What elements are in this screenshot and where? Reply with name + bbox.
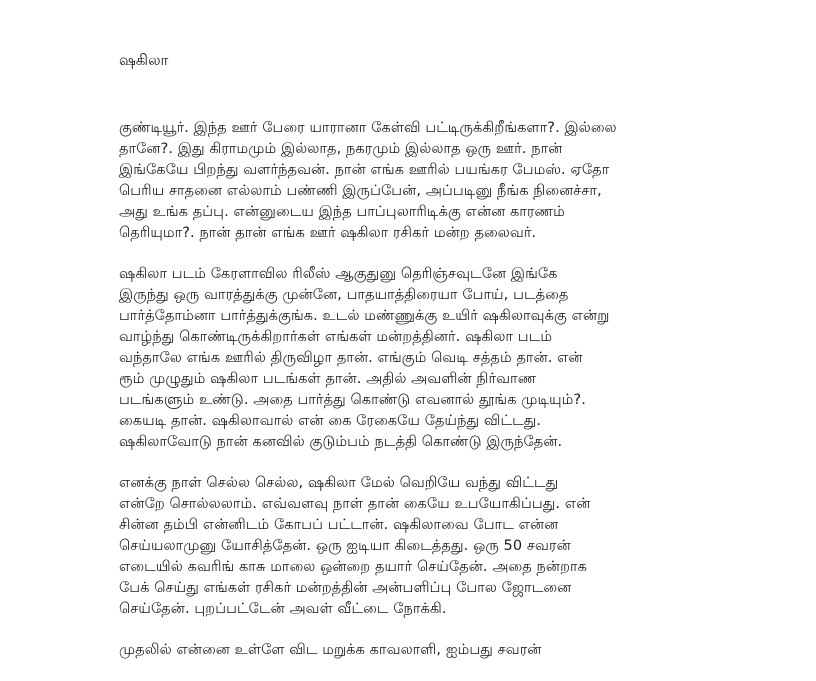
text-line: இங்கேயே பிறந்து வளர்ந்தவன். நான் எங்க ஊரில் பயங்கர பேமஸ். ஏதோ bbox=[119, 162, 610, 178]
text-line: தெரியுமா?. நான் தான் எங்க ஊர் ஷகிலா ரசிகர் மன்ற தலைவர். bbox=[119, 225, 537, 241]
text-line: குண்டியூர். இந்த ஊர் பேரை யாரானா கேள்வி பட்டிருக்கிறீங்களா?. இல்லை bbox=[119, 120, 617, 136]
paragraph-2 bbox=[119, 264, 719, 453]
text-line: ஷகிலா படம் கேரளாவில ரிலீஸ் ஆகுதுனு தெரிஞ்சவுடனே இங்கே bbox=[119, 266, 558, 282]
text-line: என்றே சொல்லலாம். எவ்வளவு நாள் தான் கையே உபயோகிப்பது. என் bbox=[119, 496, 591, 512]
text-line: பார்த்தோம்னா பார்த்துக்குங்க. உடல் மண்ணுக்கு உயிர் ஷகிலாவுக்கு என்று bbox=[119, 308, 610, 324]
text-line: முதலில் என்னை உள்ளே விட மறுக்க காவலாளி, ஐம்பது சவரன் bbox=[119, 642, 542, 658]
text-line: வாழ்ந்து கொண்டிருக்கிறார்கள் எங்கள் மன்றத்தினர். ஷகிலா படம் bbox=[119, 329, 553, 345]
text-line: பேக் செய்து எங்கள் ரசிகர் மன்றத்தின் அன்பளிப்பு போல ஜோடனை bbox=[119, 580, 572, 596]
text-line: அது உங்க தப்பு. என்னுடைய இந்த பாப்புலாரிடிக்கு என்ன காரணம் bbox=[119, 204, 565, 220]
text-line: சின்ன தம்பி என்னிடம் கோபப் பட்டான். ஷகிலாவை போட என்ன bbox=[119, 517, 559, 533]
text-line: ரூம் முழுதும் ஷகிலா படங்கள் தான். அதில் அவளின் நிர்வாண bbox=[119, 371, 537, 387]
text-line: பெரிய சாதனை எல்லாம் பண்ணி இருப்பேன், அப்படினு நீங்க நினைச்சா, bbox=[119, 183, 602, 199]
story-body bbox=[119, 118, 719, 681]
text-line: வந்தாலே எங்க ஊரில் திருவிழா தான். எங்கும் வெடி சத்தம் தான். என் bbox=[119, 350, 583, 366]
text-line: எடையில் கவரிங் காசு மாலை ஒன்றை தயார் செய்தேன். அதை நன்றாக bbox=[119, 559, 588, 575]
text-line: எனக்கு நாள் செல்ல செல்ல, ஷகிலா மேல் வெறியே வந்து விட்டது bbox=[119, 475, 559, 491]
text-line: தானே?. இது கிராமமும் இல்லாத, நகரமும் இல்லாத ஒரு ஊர். நான் bbox=[119, 141, 563, 157]
text-line: படங்களும் உண்டு. அதை பார்த்து கொண்டு எவனால் தூங்க முடியும்?. bbox=[119, 392, 586, 408]
paragraph-3 bbox=[119, 473, 719, 620]
text-line: செய்தேன். புறப்பட்டேன் அவள் வீட்டை நோக்கி. bbox=[119, 601, 447, 617]
text-line: கையடி தான். ஷகிலாவால் என் கை ரேகையே தேய்ந்து விட்டது. bbox=[119, 413, 542, 429]
paragraph-4 bbox=[119, 640, 719, 661]
paragraph-1 bbox=[119, 118, 719, 244]
text-line: செய்யலாமுனு யோசித்தேன். ஒரு ஐடியா கிடைத்தது. ஒரு 50 சவரன் bbox=[119, 538, 571, 554]
text-line: இருந்து ஒரு வாரத்துக்கு முன்னே, பாதயாத்திரையா போய், படத்தை bbox=[119, 287, 569, 303]
story-title: ஷகிலா bbox=[119, 51, 169, 69]
text-line: ஷகிலாவோடு நான் கனவில் குடும்பம் நடத்தி கொண்டு இருந்தேன். bbox=[119, 434, 563, 450]
